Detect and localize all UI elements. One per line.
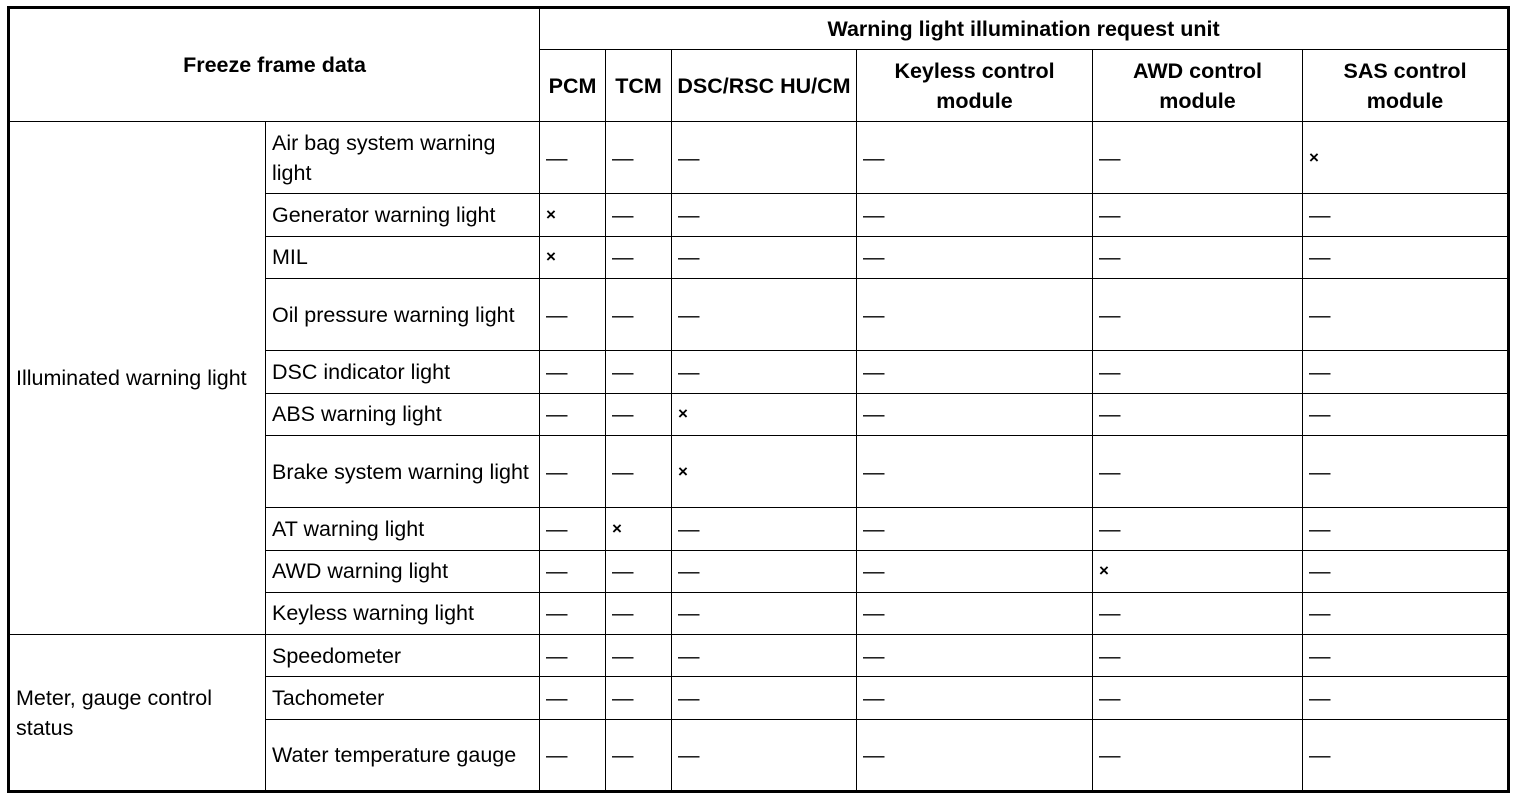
column-header-sas: SAS control module [1303,50,1509,122]
column-header-pcm: PCM [540,50,606,122]
cell-value: — [606,194,672,236]
table-row [9,122,1509,194]
cell-value: — [857,635,1093,677]
cell-value: — [540,719,606,791]
cell-value: — [540,351,606,393]
cell-value: — [1093,592,1303,634]
cell-value: × [606,508,672,550]
item-label: DSC indicator light [266,351,540,393]
cell-value: — [672,122,857,194]
cell-value: — [540,550,606,592]
item-label: MIL [266,236,540,278]
item-label: AT warning light [266,508,540,550]
cell-value: × [1303,122,1509,194]
cell-value: — [1303,351,1509,393]
item-label: Tachometer [266,677,540,719]
cell-value: — [540,435,606,507]
column-header-keyless: Keyless control module [857,50,1093,122]
cell-value: — [1303,508,1509,550]
cell-value: × [540,194,606,236]
group-label: Meter, gauge control status [9,635,266,792]
cell-value: — [1093,194,1303,236]
item-label: Keyless warning light [266,592,540,634]
cell-value: — [857,592,1093,634]
cell-value: — [1093,635,1303,677]
group-label: Illuminated warning light [9,122,266,635]
item-label: Speedometer [266,635,540,677]
cell-value: — [1093,508,1303,550]
cell-value: — [672,550,857,592]
column-header-tcm: TCM [606,50,672,122]
cell-value: — [606,550,672,592]
cell-value: — [1093,278,1303,350]
item-label: Air bag system warning light [266,122,540,194]
cell-value: — [606,236,672,278]
cell-value: × [540,236,606,278]
cell-value: — [672,194,857,236]
cell-value: — [540,635,606,677]
cell-value: — [606,635,672,677]
cell-value: — [1093,393,1303,435]
cell-value: × [672,435,857,507]
cell-value: — [606,351,672,393]
cell-value: × [1093,550,1303,592]
cell-value: — [672,592,857,634]
cell-value: — [857,719,1093,791]
cell-value: — [540,592,606,634]
cell-value: — [1093,351,1303,393]
cell-value: — [540,122,606,194]
cell-value: × [672,393,857,435]
cell-value: — [1303,635,1509,677]
cell-value: — [857,550,1093,592]
cell-value: — [1303,393,1509,435]
cell-value: — [1303,194,1509,236]
cell-value: — [1303,435,1509,507]
cell-value: — [1303,719,1509,791]
cell-value: — [1093,719,1303,791]
cell-value: — [606,677,672,719]
request-unit-header: Warning light illumination request unit [540,8,1509,50]
cell-value: — [606,592,672,634]
cell-value: — [1093,435,1303,507]
table-body [9,122,1509,792]
item-label: Brake system warning light [266,435,540,507]
cell-value: — [540,393,606,435]
cell-value: — [1303,278,1509,350]
cell-value: — [1303,592,1509,634]
cell-value: — [857,677,1093,719]
cell-value: — [606,393,672,435]
cell-value: — [672,677,857,719]
cell-value: — [857,508,1093,550]
cell-value: — [672,236,857,278]
cell-value: — [1093,122,1303,194]
cell-value: — [1303,236,1509,278]
freeze-frame-header: Freeze frame data [9,8,540,122]
item-label: ABS warning light [266,393,540,435]
column-header-dsc: DSC/RSC HU/CM [672,50,857,122]
item-label: Water temperature gauge [266,719,540,791]
cell-value: — [857,278,1093,350]
cell-value: — [672,351,857,393]
cell-value: — [857,351,1093,393]
item-label: Oil pressure warning light [266,278,540,350]
column-header-awd: AWD control module [1093,50,1303,122]
cell-value: — [857,435,1093,507]
cell-value: — [606,122,672,194]
freeze-frame-table [7,6,1510,793]
cell-value: — [672,508,857,550]
cell-value: — [857,393,1093,435]
cell-value: — [1303,550,1509,592]
cell-value: — [1093,677,1303,719]
cell-value: — [606,435,672,507]
cell-value: — [1303,677,1509,719]
cell-value: — [672,719,857,791]
item-label: Generator warning light [266,194,540,236]
cell-value: — [606,719,672,791]
cell-value: — [672,278,857,350]
cell-value: — [540,278,606,350]
cell-value: — [857,236,1093,278]
cell-value: — [1093,236,1303,278]
cell-value: — [857,194,1093,236]
item-label: AWD warning light [266,550,540,592]
table-row [9,635,1509,677]
cell-value: — [540,508,606,550]
cell-value: — [672,635,857,677]
cell-value: — [540,677,606,719]
cell-value: — [857,122,1093,194]
cell-value: — [606,278,672,350]
